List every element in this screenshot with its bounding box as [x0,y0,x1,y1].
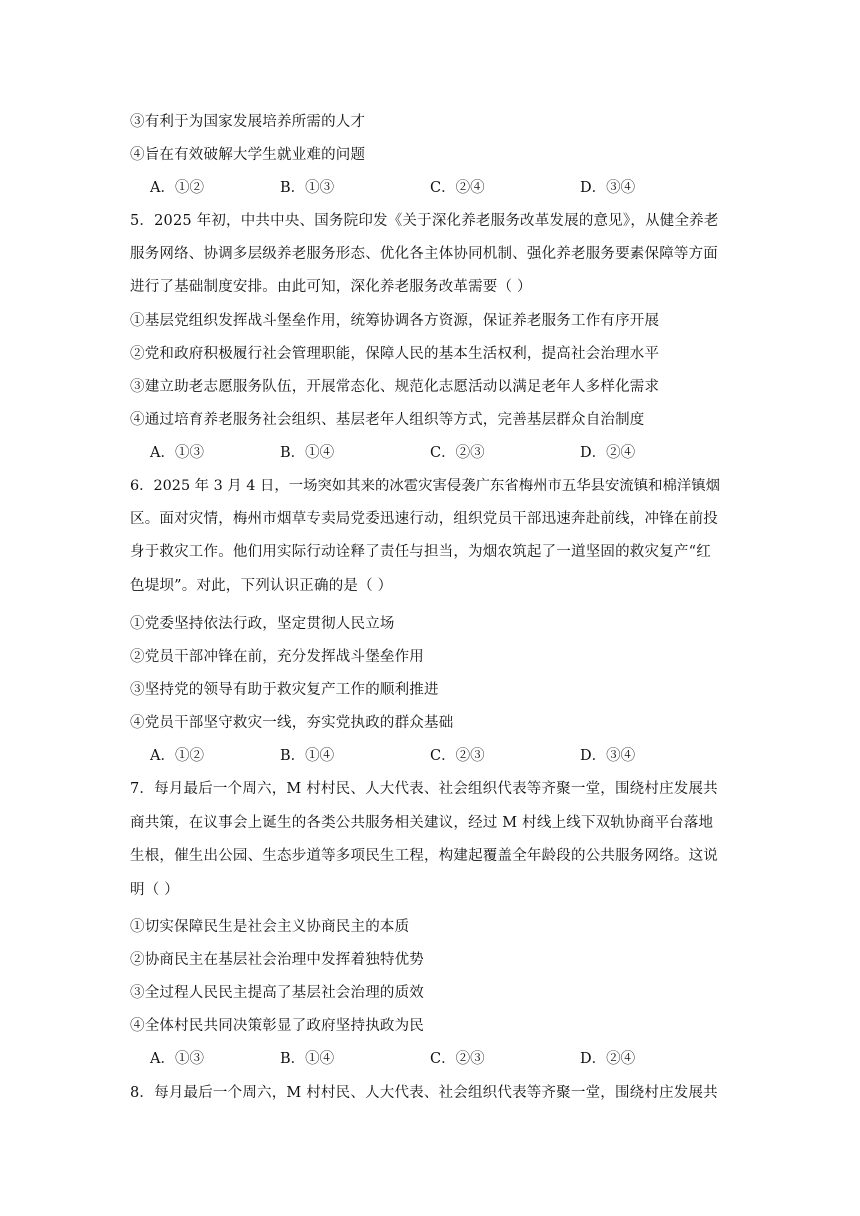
q7-stem-line: 7．每月最后一个周六，M 村村民、人大代表、社会组织代表等齐聚一堂，围绕村庄发展共 [130,781,718,797]
q5-option-a: A．①③ [150,445,204,461]
q5-item-2: ②党和政府积极履行社会管理职能，保障人民的基本生活权利，提高社会治理水平 [130,346,660,362]
q7-stem-line: 商共策，在议事会上诞生的各类公共服务相关建议，经过 M 村线上线下双轨协商平台落地 [130,815,714,831]
q6-stem-line: 身于救灾工作。他们用实际行动诠释了责任与担当，为烟农筑起了一道坚固的救灾复产“红 [130,544,711,560]
q8-stem-line: 8．每月最后一个周六，M 村村民、人大代表、社会组织代表等齐聚一堂，围绕村庄发展共 [130,1085,718,1101]
q6-option-a: A．①② [150,748,204,764]
q5-option-b: B．①④ [280,445,335,461]
q7-option-d: D．②④ [580,1051,636,1067]
q5-stem-line: 5．2025 年初，中共中央、国务院印发《关于深化养老服务改革发展的意见》，从健全养老 [130,213,719,229]
q4-option-d: D．③④ [580,180,636,196]
q6-item-4: ④党员干部坚守救灾一线，夯实党执政的群众基础 [130,715,454,731]
q5-stem-line: 服务网络、协调多层级养老服务形态、优化各主体协同机制、强化养老服务要素保障等方面 [130,246,718,262]
q4-option-b: B．①③ [280,180,335,196]
q5-stem-line: 进行了基础制度安排。由此可知，深化养老服务改革需要（ ） [130,279,532,295]
q4-item-4: ④旨在有效破解大学生就业难的问题 [130,147,366,163]
q7-stem-line: 明（ ） [130,882,179,898]
q5-option-c: C．②③ [430,445,485,461]
q7-option-c: C．②③ [430,1051,485,1067]
q6-option-d: D．③④ [580,748,636,764]
q5-options [130,443,730,463]
q6-option-b: B．①④ [280,748,335,764]
q7-option-b: B．①④ [280,1051,335,1067]
q7-item-4: ④全体村民共同决策彰显了政府坚持执政为民 [130,1018,424,1034]
q6-item-3: ③坚持党的领导有助于救灾复产工作的顺利推进 [130,682,439,698]
q6-item-2: ②党员干部冲锋在前，充分发挥战斗堡垒作用 [130,649,424,665]
q4-item-3: ③有利于为国家发展培养所需的人才 [130,114,366,130]
q7-item-1: ①切实保障民生是社会主义协商民主的本质 [130,919,410,935]
q4-options [130,178,730,198]
q5-option-d: D．②④ [580,445,636,461]
q6-stem-line: 区。面对灾情，梅州市烟草专卖局党委迅速行动，组织党员干部迅速奔赴前线，冲锋在前投 [130,511,718,527]
q6-options [130,746,730,766]
q6-option-c: C．②③ [430,748,485,764]
q5-item-3: ③建立助老志愿服务队伍，开展常态化、规范化志愿活动以满足老年人多样化需求 [130,379,660,395]
q4-option-a: A．①② [150,180,204,196]
q4-option-c: C．②④ [430,180,485,196]
q7-options [130,1049,730,1069]
q7-item-2: ②协商民主在基层社会治理中发挥着独特优势 [130,952,424,968]
q7-stem-line: 生根，催生出公园、生态步道等多项民生工程，构建起覆盖全年龄段的公共服务网络。这说 [130,848,718,864]
q6-item-1: ①党委坚持依法行政，坚定贯彻人民立场 [130,616,395,632]
q7-option-a: A．①③ [150,1051,204,1067]
q6-stem-line: 色堤坝”。对此，下列认识正确的是（ ） [130,578,393,594]
q6-stem-line: 6．2025 年 3 月 4 日，一场突如其来的冰雹灾害侵袭广东省梅州市五华县安流镇和棉洋镇烟 [130,478,720,494]
q5-item-4: ④通过培育养老服务社会组织、基层老年人组织等方式，完善基层群众自治制度 [130,412,645,428]
q5-item-1: ①基层党组织发挥战斗堡垒作用，统筹协调各方资源，保证养老服务工作有序开展 [130,313,660,329]
q7-item-3: ③全过程人民民主提高了基层社会治理的质效 [130,985,424,1001]
